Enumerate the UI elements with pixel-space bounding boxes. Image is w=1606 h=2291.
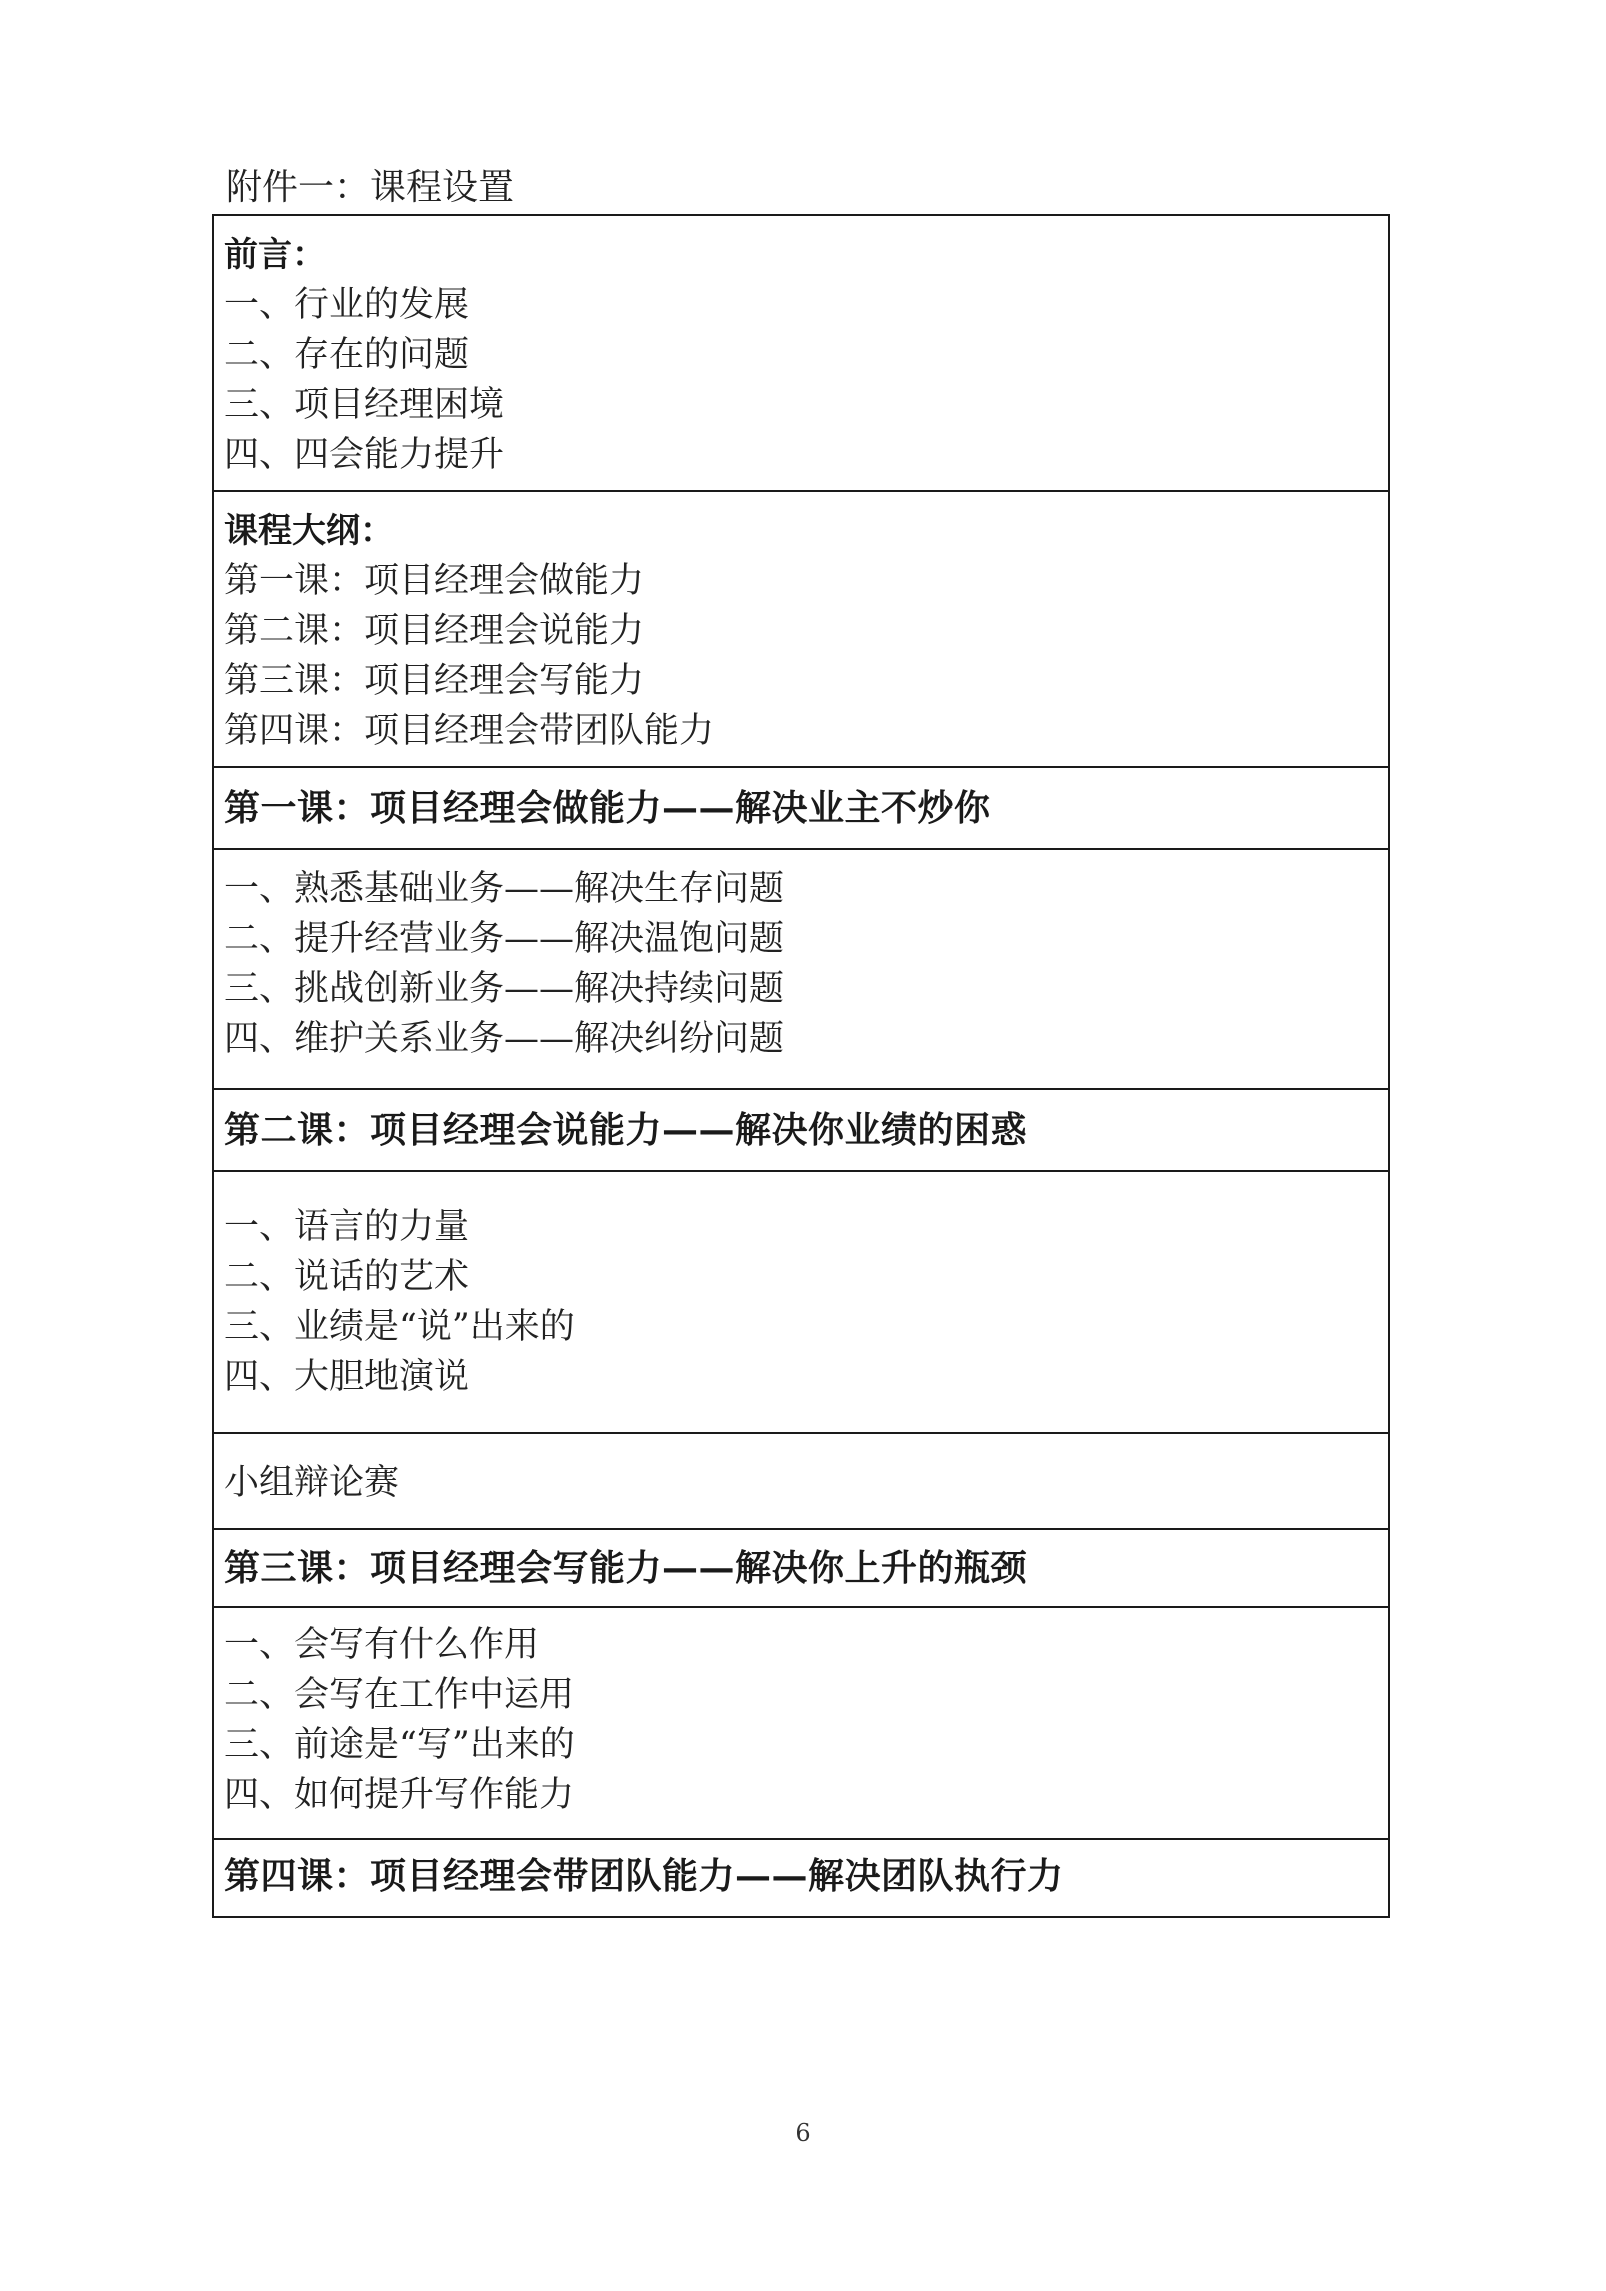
lesson3-item: 三、前途是“写”出来的 <box>224 1725 575 1765</box>
lesson2-heading: 第二课：项目经理会说能力——解决你业绩的困惑 <box>224 1109 1028 1151</box>
lesson3-item: 一、会写有什么作用 <box>224 1625 540 1665</box>
lesson3-heading-cell <box>213 1529 1389 1607</box>
lesson1-item: 一、熟悉基础业务——解决生存问题 <box>224 869 785 909</box>
lesson3-heading-row <box>213 1529 1389 1607</box>
lesson2-items-cell <box>213 1171 1389 1433</box>
preface-cell <box>213 215 1389 491</box>
lesson1-item: 三、挑战创新业务——解决持续问题 <box>224 969 785 1009</box>
lesson1-heading-row <box>213 767 1389 849</box>
outline-item: 第三课：项目经理会写能力 <box>224 661 645 701</box>
lesson1-items-cell <box>213 849 1389 1089</box>
outline-heading: 课程大纲： <box>224 511 394 551</box>
lesson3-heading: 第三课：项目经理会写能力——解决你上升的瓶颈 <box>224 1547 1028 1589</box>
preface-item: 二、存在的问题 <box>224 335 470 375</box>
lesson3-item: 二、会写在工作中运用 <box>224 1675 575 1715</box>
lesson1-items-row <box>213 849 1389 1089</box>
debate-row <box>213 1433 1389 1529</box>
debate-label: 小组辩论赛 <box>224 1463 400 1503</box>
preface-item: 三、项目经理困境 <box>224 385 505 425</box>
preface-row <box>213 215 1389 491</box>
lesson2-item: 四、大胆地演说 <box>224 1357 470 1397</box>
lesson2-heading-row <box>213 1089 1389 1171</box>
lesson2-item: 二、说话的艺术 <box>224 1257 470 1297</box>
lesson4-heading-row <box>213 1839 1389 1917</box>
lesson1-heading-cell <box>213 767 1389 849</box>
preface-heading: 前言： <box>224 235 326 275</box>
lesson1-heading: 第一课：项目经理会做能力——解决业主不炒你 <box>224 787 991 829</box>
outline-item: 第一课：项目经理会做能力 <box>224 561 645 601</box>
preface-item: 一、行业的发展 <box>224 285 470 325</box>
lesson2-item: 三、业绩是“说”出来的 <box>224 1307 575 1347</box>
lesson3-items-cell <box>213 1607 1389 1839</box>
lesson3-item: 四、如何提升写作能力 <box>224 1775 575 1815</box>
attachment-title: 附件一：课程设置 <box>226 167 515 208</box>
lesson1-item: 四、维护关系业务——解决纠纷问题 <box>224 1019 785 1059</box>
page-number: 6 <box>795 2119 811 2147</box>
preface-item: 四、四会能力提升 <box>224 435 505 475</box>
lesson4-heading: 第四课：项目经理会带团队能力——解决团队执行力 <box>224 1855 1064 1897</box>
lesson2-heading-cell <box>213 1089 1389 1171</box>
lesson2-items-row <box>213 1171 1389 1433</box>
course-table <box>212 214 1390 1918</box>
debate-cell <box>213 1433 1389 1529</box>
outline-item: 第二课：项目经理会说能力 <box>224 611 645 651</box>
lesson3-items-row <box>213 1607 1389 1839</box>
lesson1-item: 二、提升经营业务——解决温饱问题 <box>224 919 785 959</box>
lesson4-heading-cell <box>213 1839 1389 1917</box>
outline-row <box>213 491 1389 767</box>
lesson2-item: 一、语言的力量 <box>224 1207 470 1247</box>
outline-item: 第四课：项目经理会带团队能力 <box>224 711 715 751</box>
outline-cell <box>213 491 1389 767</box>
